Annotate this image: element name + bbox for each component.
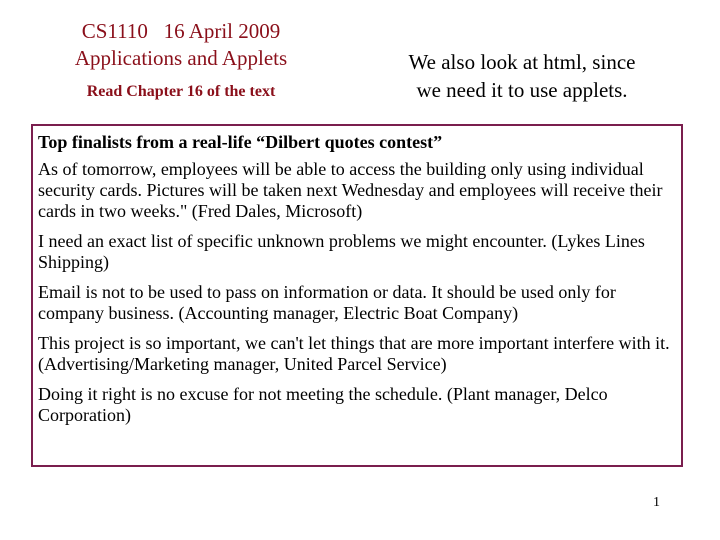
html-note-line-1: We also look at html, since: [408, 50, 636, 74]
quote-item: Email is not to be used to pass on information or data. It should be used only for company business. (Accounting manager, Electric Boat Company): [38, 282, 616, 323]
quote-item: I need an exact list of specific unknown problems we might encounter. (Lykes Lines Shipping): [38, 231, 645, 272]
quote-item: This project is so important, we can't let things that are more important interfere with it. (Advertising/Marketing manager, United Parcel Service): [38, 333, 670, 374]
dilbert-quotes-box: [31, 124, 683, 467]
title-block: [40, 18, 322, 102]
html-note-line-2: we need it to use applets.: [416, 78, 628, 102]
quote-item: As of tomorrow, employees will be able to access the building only using individual security cards. Pictures will be taken next Wednesday and employees will receive their cards in two weeks." (Fred Dales, Microsoft): [38, 159, 663, 221]
html-note: [372, 48, 672, 104]
course-title: CS1110 16 April 2009: [81, 19, 281, 43]
slide-number: 1: [653, 495, 660, 510]
quote-item: Doing it right is no excuse for not meeting the schedule. (Plant manager, Delco Corporation): [38, 384, 608, 425]
quotes-heading: Top finalists from a real-life “Dilbert quotes contest”: [38, 132, 443, 152]
lecture-subtitle: Applications and Applets: [74, 46, 288, 70]
reading-assignment: Read Chapter 16 of the text: [86, 83, 276, 100]
